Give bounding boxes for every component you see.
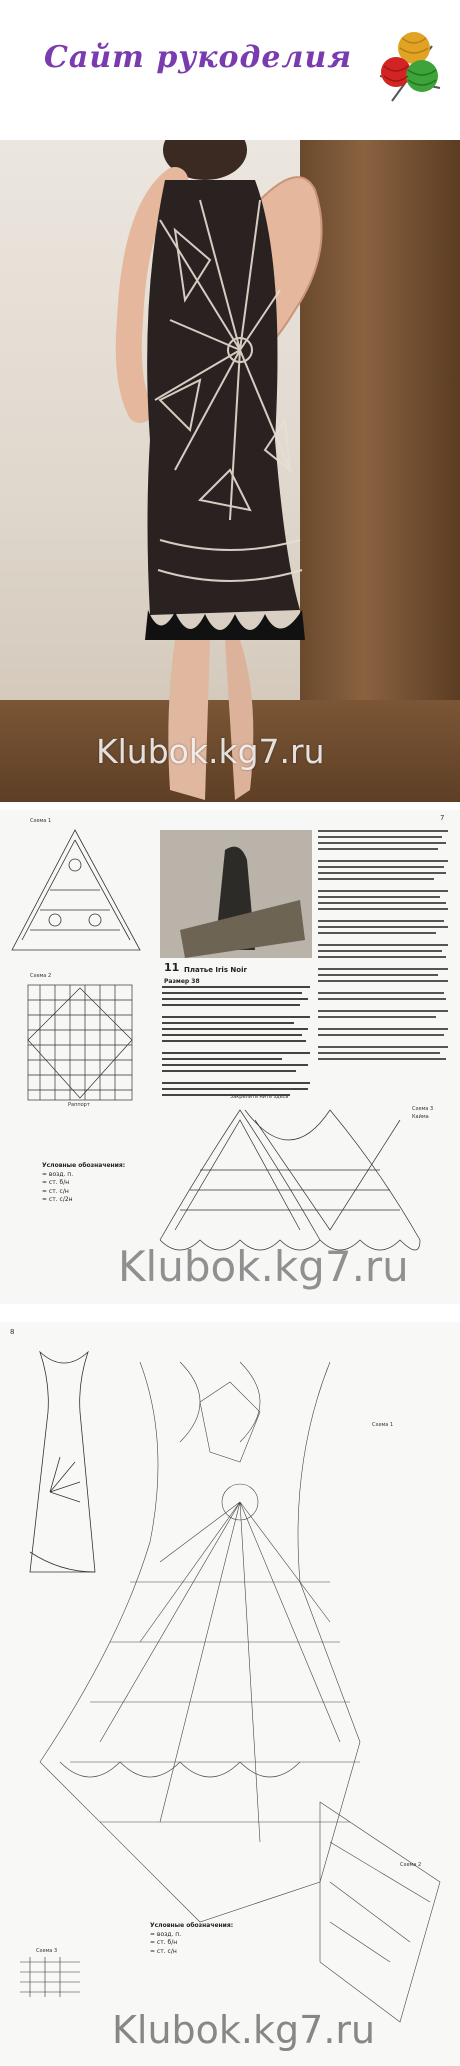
pattern-watermark: Klubok.kg7.ru: [112, 2008, 376, 2052]
pattern-legend: [150, 1922, 233, 1956]
model-figure: [0, 140, 460, 802]
page-number-8: 8: [10, 1328, 15, 1336]
site-title: Сайт рукоделия: [44, 40, 353, 75]
pattern-scheme2-label: Схема 2: [400, 1862, 422, 1868]
page-number-7: 7: [440, 814, 445, 822]
legend-item: = ст. б/н: [42, 1179, 70, 1186]
dress-photo: [0, 140, 460, 802]
legend-item: = ст. с/2н: [42, 1196, 73, 1203]
legend-item: = ст. с/н: [42, 1187, 69, 1195]
legend-title: Условные обозначения:: [42, 1162, 126, 1169]
legend-item: = ст. б/н: [150, 1939, 178, 1946]
scheme3-label: Схема 3: [412, 1106, 434, 1112]
site-header: [0, 0, 460, 140]
border-label: Кайма: [412, 1114, 429, 1120]
raport-label: Раппорт: [68, 1102, 90, 1108]
scheme1-label: Схема 1: [30, 818, 52, 824]
pattern-page: [0, 1322, 460, 2066]
scheme2-label: Схема 2: [30, 973, 52, 979]
legend-item: = возд. п.: [150, 1930, 182, 1938]
yarn-balls-icon: [372, 26, 442, 106]
legend-item: = возд. п.: [42, 1170, 74, 1178]
scheme-watermark: Klubok.kg7.ru: [118, 1242, 409, 1291]
scheme-legend: [42, 1162, 125, 1205]
legend-title: Условные обозначения:: [150, 1922, 234, 1929]
strap-note: Закрепить нить здесь: [230, 1094, 289, 1100]
scheme-page: [0, 810, 460, 1304]
legend-item: = ст. с/н: [150, 1947, 177, 1955]
size-label: Размер 38: [164, 978, 200, 985]
photo-watermark: Klubok.kg7.ru: [96, 732, 325, 771]
pattern-scheme3-label: Схема 3: [36, 1948, 58, 1954]
pattern-scheme1-label: Схема 1: [372, 1422, 394, 1428]
scheme-drawings: [0, 810, 460, 1304]
item-number: 11: [164, 961, 180, 974]
item-title: Платье Iris Noir: [184, 966, 247, 974]
